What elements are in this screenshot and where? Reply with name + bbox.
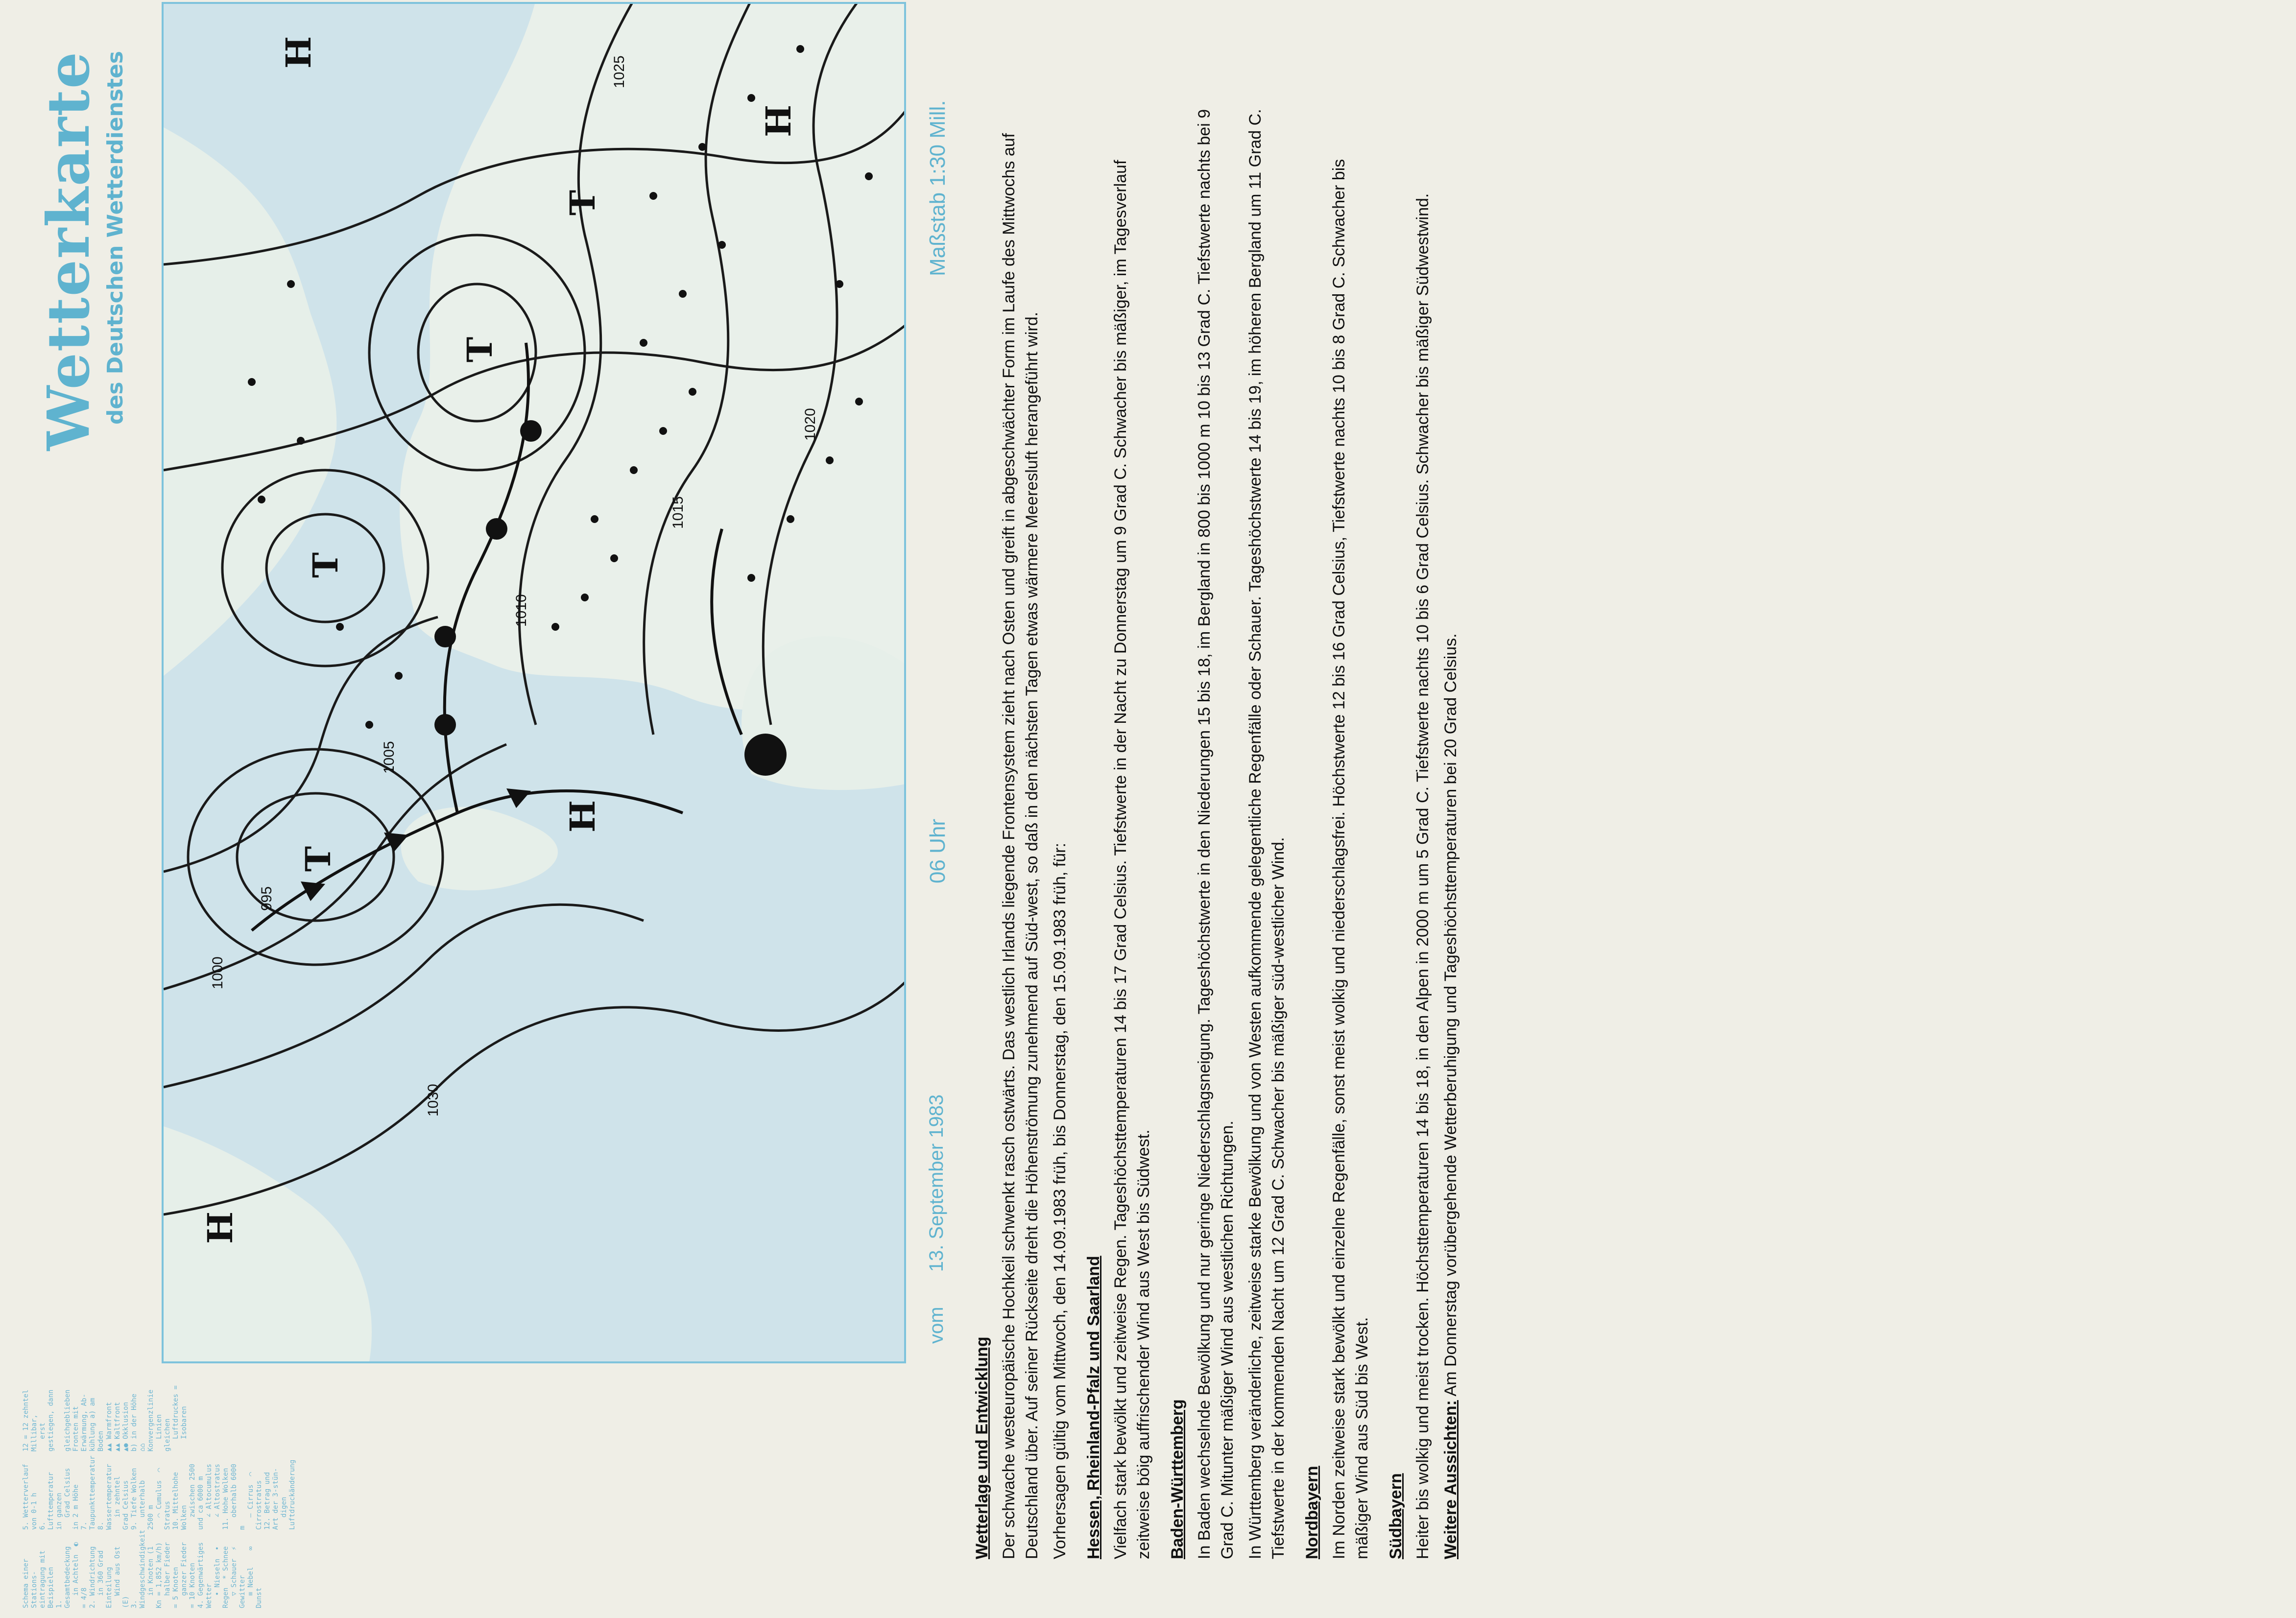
map-date [926, 1095, 948, 1344]
legend-column-2: 5. Wetterverlauf von 0-1 h 6. Lufttemperatur in ganzen Grad Celsius in 2 m Höhe 7. Taupunkttemperatur 8. Wassertemperatur in zehntel Grad Celsius 9. Tiefe Wolken unterhalb 2500 m ⌒ Cumulus ⌒ Stratus 10. Mittelhohe Wolken zwischen 2500 und ca 6000 m ∠ Altocumulus ∠ Altostratus 11. Hohe Wolken oberhalb 6000 m — Cirrus ⌒ Cirrostratus 12. Betrag und Art der 3-stün- digen Luftdruckänderung [22, 1455, 296, 1530]
legend [22, 1383, 296, 1608]
station-dot [659, 427, 667, 435]
station-dot [698, 143, 706, 151]
isobar [164, 979, 906, 1214]
isobar-label: 995 [259, 886, 275, 911]
outlook-text: Am Donnerstag vorübergehende Wetterberuhigung und Tageshöchsttemperaturen bei 20 Grad Celsius. [1441, 633, 1460, 1397]
warm-front-bump [434, 714, 456, 736]
low-center: T [459, 336, 500, 362]
map-svg [164, 2, 906, 1361]
region-body: Heiter bis wolkig und meist trocken. Höchsttemperaturen 14 bis 18, in den Alpen in 2000 m um 5 Grad C. Tiefstwerte nachts 10 bis 6 Grad Celsius. Schwacher bis mäßiger Südwestwind. [1413, 193, 1432, 1559]
isobar-label: 1025 [611, 55, 627, 88]
station-dot [365, 721, 373, 729]
section-title: Wetterlage und Entwicklung [973, 1336, 991, 1559]
station-dot [581, 594, 589, 601]
isobar-label: 1000 [210, 956, 226, 989]
station-dot [679, 290, 687, 298]
legend-column-1: Schema einer Stations- eintragung mit Beispielen 1. Gesamtbedeckung in Achteln ◐ = 4/8 2. Windrichtung in 360 Grad Einteilung Wind aus Ost (E) 3. Windgeschwindigkeit in Knoten (1 Kn = 1,852 km/h) halber Fieder = 5 Knoten ganzer Fieder = 10 Knoten 4. Gegenwärtiges Wetter • Nieseln • Regen * Schnee ▽ Schauer ⚡ Gewitter ≡ Nebel ∞ Dunst [22, 1529, 263, 1608]
land-scandinavia [164, 127, 336, 676]
page-title: Wetterkarte [34, 51, 102, 451]
high-center: H [562, 800, 603, 833]
high-center: H [758, 104, 799, 137]
station-dot [297, 437, 305, 445]
station-dot [248, 378, 256, 386]
region-title: Nordbayern [1303, 1466, 1321, 1559]
cold-front-triangle [506, 788, 531, 808]
region-title: Südbayern [1387, 1473, 1405, 1559]
station-dot [855, 398, 863, 405]
map-scale: Maßstab 1:30 Mill. [926, 100, 950, 276]
outlook-label: Weitere Aussichten: [1441, 1400, 1460, 1559]
warm-front-bump [520, 420, 542, 442]
low-center: T [305, 552, 346, 578]
region-body: Vielfach stark bewölkt und zeitweise Regen. Tageshöchsttemperaturen 14 bis 17 Grad Celsius. Tiefstwerte in der Nacht zu Donnerstag um 9 Grad C. Schwacher bis mäßiger, im Tagesverlauf zeitweise böig auffrischender Wind aus West bis Südwest. [1111, 160, 1153, 1559]
station-dot [395, 672, 403, 680]
station-dot [287, 280, 295, 288]
station-dot [747, 94, 755, 102]
isobar-label: 1005 [381, 741, 397, 774]
land-britain [401, 807, 558, 891]
forecast-text [960, 100, 1467, 1559]
region-title: Hessen, Rheinland-Pfalz und Saarland [1084, 1256, 1103, 1559]
station-dot [258, 496, 265, 503]
region-body: In Württemberg veränderliche, zeitweise starke Bewölkung und von Westen aufkommende gelegentliche Regenfälle oder Schauer. Tageshöchstwerte 14 bis 19, im höheren Bergland um 11 Grad C. Tiefstwerte in der kommenden Nacht um 12 Grad C. Schwacher bis mäßiger süd-westlicher Wind. [1246, 109, 1288, 1559]
land-greenland [164, 1126, 372, 1361]
high-center: H [278, 36, 319, 69]
station-dot [649, 192, 657, 200]
warm-front-bump [486, 518, 507, 540]
map-date-value: 13. September 1983 [926, 1094, 947, 1272]
station-dot [336, 623, 344, 631]
region-body: In Baden wechselnde Bewölkung und nur geringe Niederschlagsneigung. Tageshöchstwerte in den Niederungen 15 bis 18, im Bergland in 800 bis 1000 m 10 bis 13 Grad C. Tiefstwerte nachts bei 9 Grad C. Mitunter mäßiger Wind aus westlichen Richtungen. [1195, 109, 1237, 1559]
isobar-label: 1010 [513, 594, 529, 627]
high-center: H [200, 1211, 240, 1244]
region-body: Im Norden zeitweise stark bewölkt und einzelne Regenfälle, sonst meist wolkig und niederschlagsfrei. Höchstwerte 12 bis 16 Grad Celsius, Tiefstwerte nachts 10 bis 8 Grad C. Schwacher bis mäßiger Wind aus Süd bis West. [1330, 159, 1371, 1559]
station-dot [747, 574, 755, 582]
station-dot [551, 623, 559, 631]
station-dot [836, 280, 843, 288]
forecast-validity: Vorhersagen gültig vom Mittwoch, den 14.09.1983 früh, bis Donnerstag, den 15.09.1983 früh, für: [1051, 843, 1069, 1559]
page-subtitle: des Deutschen Wetterdienstes [103, 51, 128, 425]
station-dot [796, 45, 804, 53]
map-time: 06 Uhr [926, 818, 950, 883]
low-center: T [298, 846, 338, 872]
station-dot [826, 456, 834, 464]
region-title: Baden-Württemberg [1168, 1399, 1187, 1559]
warm-front-bump [434, 626, 456, 647]
station-dot [689, 388, 696, 396]
isobar-label: 1015 [670, 496, 686, 529]
section-body: Der schwache westeuropäische Hochkeil schwenkt rasch ostwärts. Das westlich Irlands liegende Frontensystem zieht nach Osten und greift in abgeschwächter Form im Laufe des Mittwochs auf Deutschland über. Auf seiner Rückseite dreht die Höhenströmung zunehmend auf Süd-west, so daß in den nächsten Tagen etwas wärmere Meeresluft herangeführt wird. [1000, 133, 1041, 1559]
punch-hole [744, 734, 787, 776]
outlook [1439, 100, 1462, 1559]
station-dot [610, 554, 618, 562]
map-date-prefix: vom [926, 1307, 947, 1344]
station-dot [787, 515, 794, 523]
isobar-label: 1030 [425, 1084, 441, 1117]
station-dot [630, 466, 638, 474]
station-dot [865, 172, 873, 180]
station-dot [640, 339, 647, 347]
isobar-label: 1020 [802, 408, 818, 441]
isobar [164, 904, 644, 1087]
low-center: T [562, 190, 603, 215]
station-dot [591, 515, 598, 523]
station-dot [718, 241, 726, 249]
legend-column-3: 12 = 12 zehntel Millibar, erst gestiegen, dann gleichgeblieben Fronten mit Erwärmung, Ab- kühlung a) am Boden ▲▲ Warmfront ▲▲ Kaltfront ▲● Okklusion b) in der Höhe ⌂⌂ Konvergenzlinie Linien gleichen Luftdruckes = Isobaren [22, 1385, 188, 1451]
weather-map [162, 2, 906, 1363]
